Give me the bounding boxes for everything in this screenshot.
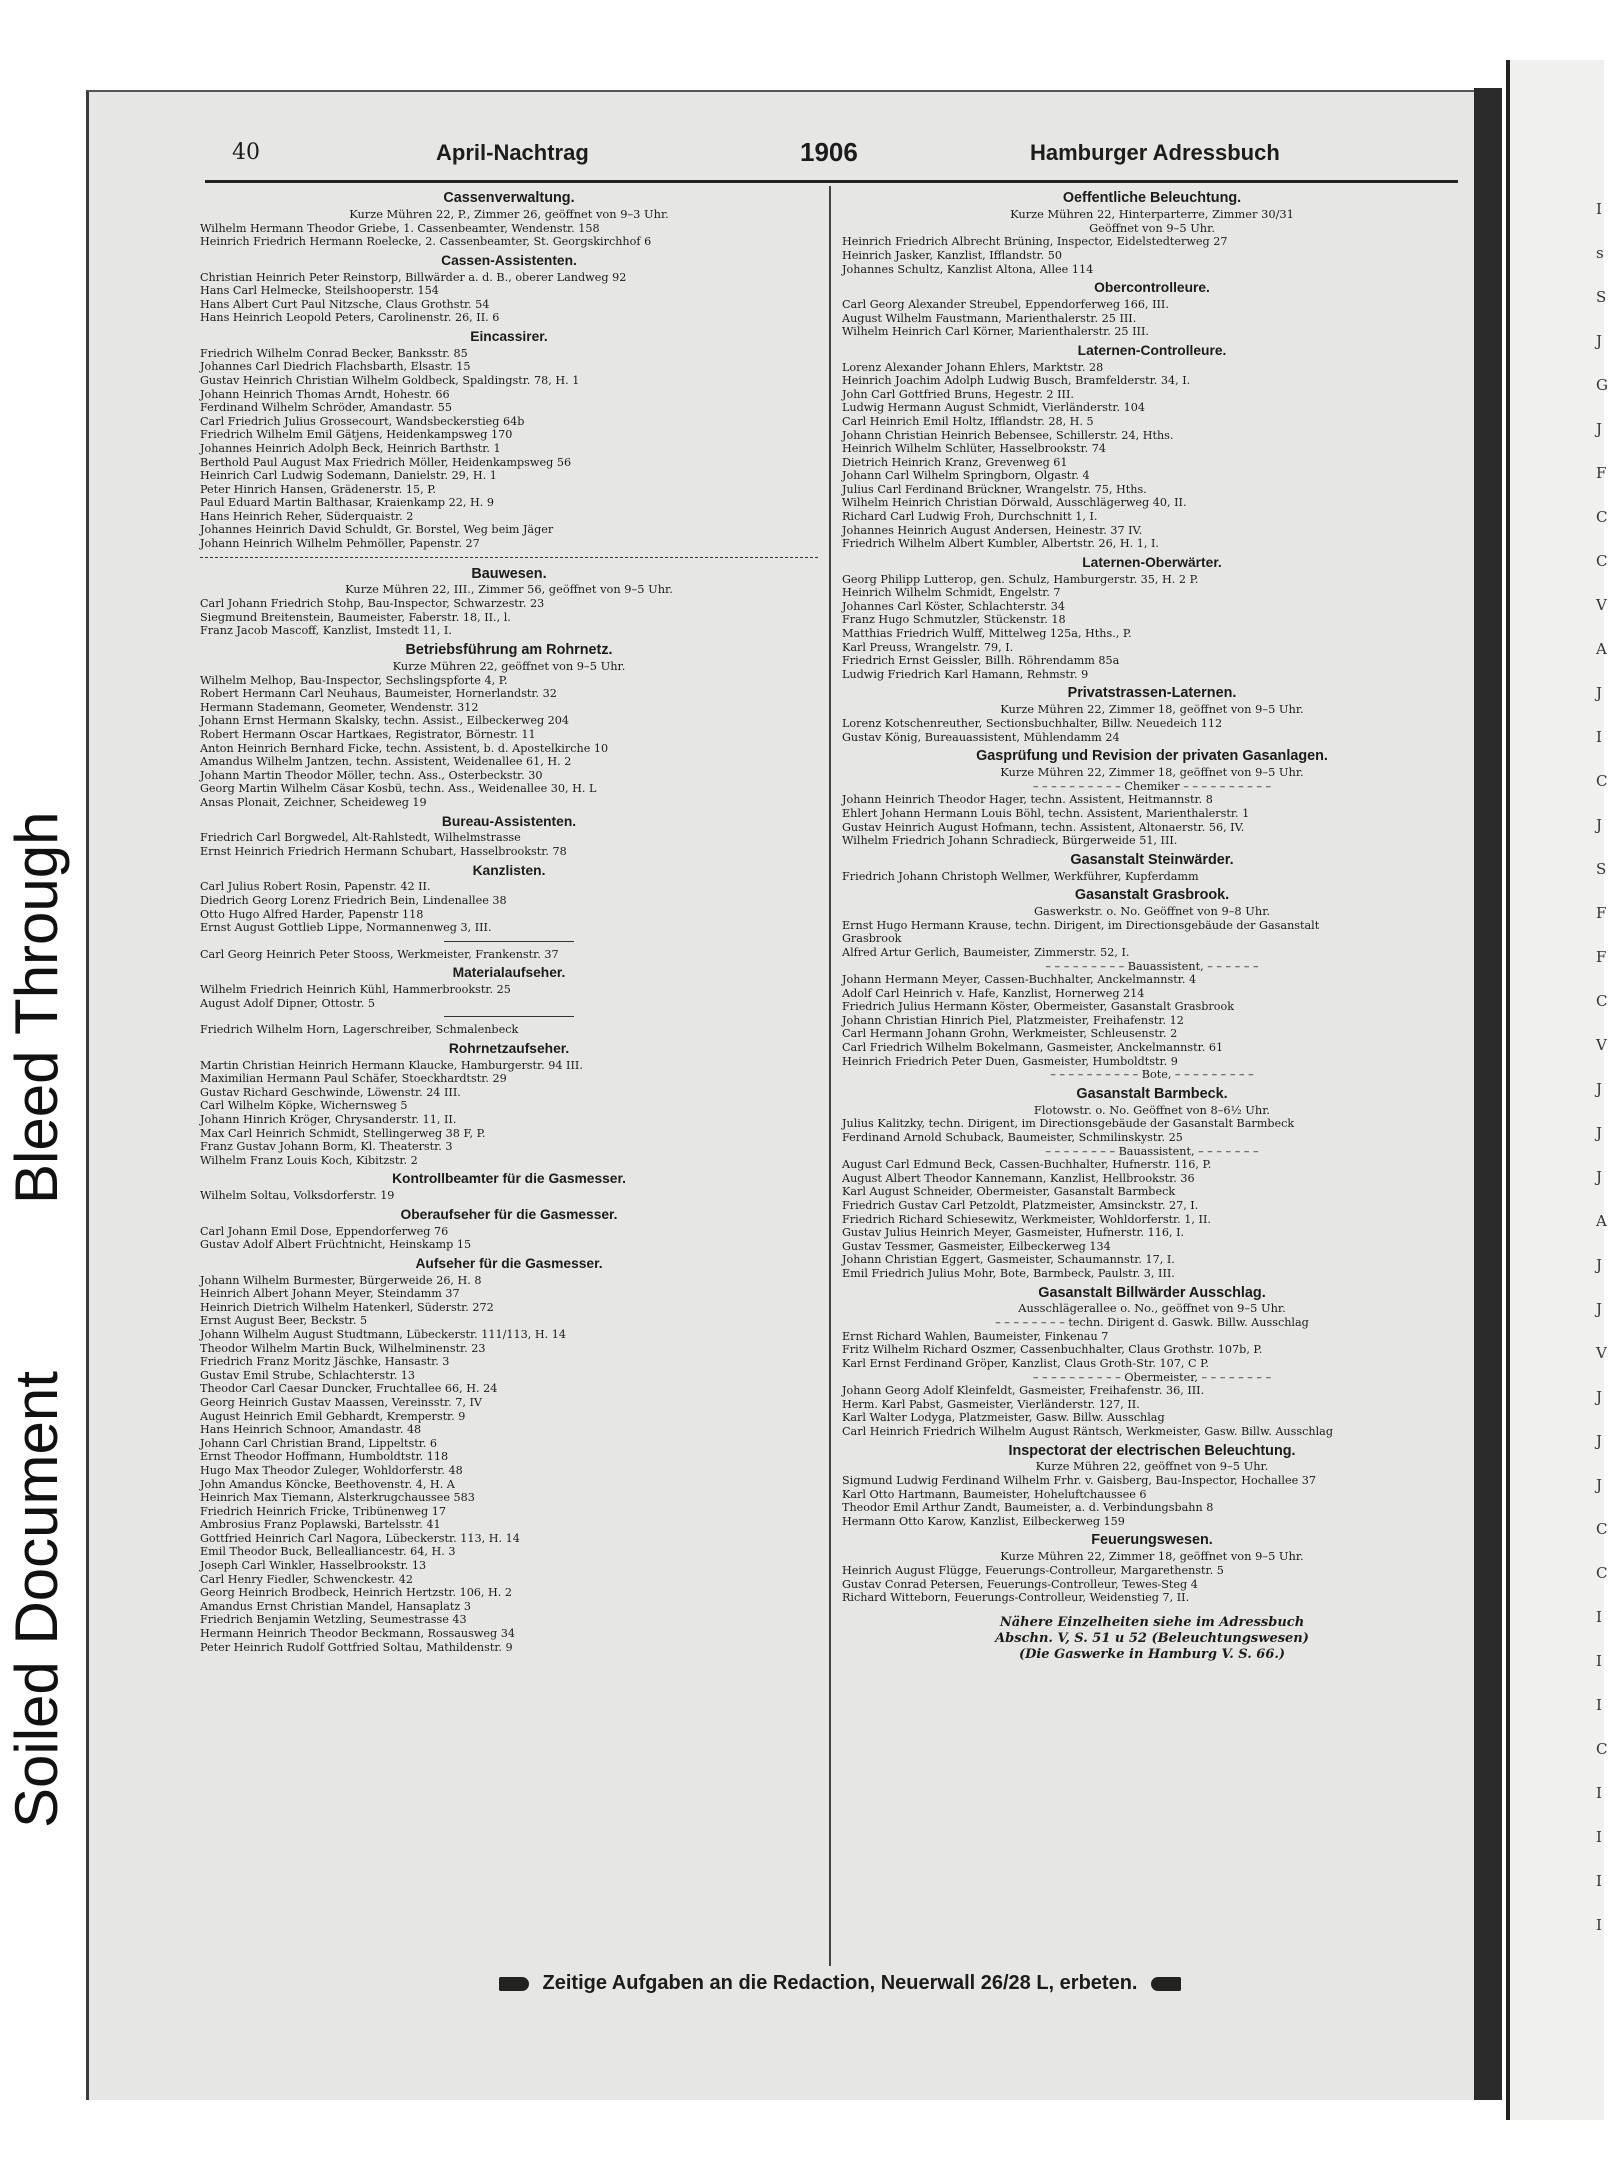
- section-note: Kurze Mühren 22, Zimmer 18, geöffnet von 9–5 Uhr.: [1000, 764, 1304, 779]
- entry-row: John Carl Gottfried Bruns, Hegestr. 2 III.: [842, 387, 1074, 401]
- sub-heading: – – – – – – – – – – Bote, – – – – – – – – –: [1050, 1068, 1254, 1082]
- directory-section: [200, 814, 818, 859]
- section-heading: Inspectorat der electrischen Beleuchtung.: [1008, 1442, 1296, 1459]
- entry-row: Franz Hugo Schmutzler, Stückenstr. 18: [842, 613, 1066, 627]
- directory-section: [842, 852, 1462, 883]
- entry-row: Gustav Richard Geschwinde, Löwenstr. 24 III.: [200, 1085, 461, 1099]
- entry-row: Carl Johann Emil Dose, Eppendorferweg 76: [200, 1224, 449, 1238]
- directory-section: [200, 253, 818, 325]
- section-heading: Kanzlisten.: [472, 862, 546, 878]
- directory-section: [200, 948, 818, 962]
- entry-row: Johann Heinrich Thomas Arndt, Hohestr. 66: [200, 387, 450, 401]
- adjacent-page-letter: G: [1596, 376, 1608, 394]
- directory-section: [200, 190, 818, 249]
- adjacent-page-letter: J: [1596, 1168, 1603, 1186]
- entry-row: Julius Kalitzky, techn. Dirigent, im Directionsgebäude der Gasanstalt Barmbeck: [842, 1117, 1295, 1131]
- entry-row: Emil Theodor Buck, Bellealliancestr. 64, H. 3: [200, 1545, 456, 1559]
- entry-row: Friedrich Ernst Geissler, Billh. Röhrendamm 85a: [842, 654, 1120, 668]
- entry-row: Gustav Adolf Albert Früchtnicht, Heinskamp 15: [200, 1238, 472, 1252]
- entry-row: Hermann Stademann, Geometer, Wendenstr. 312: [200, 700, 479, 714]
- entry-row: Anton Heinrich Bernhard Ficke, techn. Assistent, b. d. Apostelkirche 10: [200, 741, 609, 755]
- adjacent-page-letter: I: [1596, 1608, 1602, 1626]
- entry-row: Lorenz Alexander Johann Ehlers, Marktstr. 28: [842, 360, 1104, 374]
- entry-row: Joseph Carl Winkler, Hasselbrookstr. 13: [200, 1559, 427, 1573]
- entry-row: August Heinrich Emil Gebhardt, Kremperstr. 9: [200, 1409, 466, 1423]
- entry-row: Heinrich Friedrich Peter Duen, Gasmeister, Humboldtstr. 9: [842, 1054, 1178, 1068]
- section-note: Kurze Mühren 22, Zimmer 18, geöffnet von 9–5 Uhr.: [1000, 702, 1304, 717]
- entry-row: Hans Heinrich Reher, Süderquaistr. 2: [200, 509, 414, 523]
- entry-row: Ernst Richard Wahlen, Baumeister, Finkenau 7: [842, 1329, 1109, 1343]
- section-heading: Betriebsführung am Rohrnetz.: [405, 642, 613, 659]
- entry-row: Ansas Plonait, Zeichner, Scheideweg 19: [200, 795, 427, 809]
- entry-row: Matthias Friedrich Wulff, Mittelweg 125a, Hths., P.: [842, 627, 1132, 641]
- entry-row: Heinrich Wilhelm Schmidt, Engelstr. 7: [842, 586, 1061, 600]
- section-heading: Materialaufseher.: [452, 965, 566, 981]
- entry-row: Ferdinand Arnold Schuback, Baumeister, Schmilinskystr. 25: [842, 1131, 1183, 1145]
- adjacent-page-letter: J: [1596, 1256, 1603, 1274]
- entry-row: Johann Christian Eggert, Gasmeister, Schaumannstr. 17, I.: [842, 1253, 1175, 1267]
- directory-section: [842, 1285, 1462, 1439]
- entry-row: Franz Gustav Johann Borm, Kl. Theaterstr. 3: [200, 1140, 453, 1154]
- entry-row: Wilhelm Soltau, Volksdorferstr. 19: [200, 1189, 395, 1203]
- entry-row: Wilhelm Friedrich Heinrich Kühl, Hammerbrookstr. 25: [200, 983, 511, 997]
- section-heading: Oberaufseher für die Gasmesser.: [400, 1206, 618, 1222]
- adjacent-page-letter: V: [1596, 596, 1607, 614]
- entry-row: Wilhelm Franz Louis Koch, Kibitzstr. 2: [200, 1153, 418, 1167]
- directory-section: [200, 863, 818, 942]
- entry-row: Martin Christian Heinrich Hermann Klaucke, Hamburgerstr. 94 III.: [200, 1058, 583, 1072]
- entry-row: Maximilian Hermann Paul Schäfer, Stoeckhardtstr. 29: [200, 1072, 507, 1086]
- entry-row: Georg Heinrich Brodbeck, Heinrich Hertzstr. 106, H. 2: [200, 1586, 513, 1600]
- footnote-line: Nähere Einzelheiten siehe im Adressbuch: [999, 1614, 1305, 1630]
- entry-row: Johannes Heinrich Adolph Beck, Heinrich Barthstr. 1: [200, 441, 501, 455]
- entry-row: Robert Hermann Oscar Hartkaes, Registrator, Börnestr. 11: [200, 728, 536, 741]
- pointing-hand-left-icon: [1151, 1977, 1181, 1991]
- adjacent-page-letter: S: [1596, 288, 1607, 306]
- entry-row: Julius Carl Ferdinand Brückner, Wrangelstr. 75, Hths.: [842, 482, 1147, 496]
- entry-row: Johann Christian Heinrich Bebensee, Schillerstr. 24, Hths.: [842, 428, 1174, 442]
- section-note: Kurze Mühren 22, Hinterparterre, Zimmer 30/31 Geöffnet von 9–5 Uhr.: [1010, 206, 1294, 235]
- section-note: Kurze Mühren 22, geöffnet von 9–5 Uhr.: [392, 658, 626, 673]
- entry-row: Friedrich Benjamin Wetzling, Seumestrasse 43: [200, 1613, 467, 1627]
- entry-row: Johann Hinrich Kröger, Chrysanderstr. 11, II.: [200, 1113, 457, 1127]
- adjacent-page-fragment: [1506, 60, 1608, 2120]
- page-number: 40: [232, 140, 260, 165]
- entry-row: Carl Heinrich Emil Holtz, Ifflandstr. 28, H. 5: [842, 414, 1094, 428]
- entry-row: Friedrich Julius Hermann Köster, Obermeister, Gasanstalt Grasbrook: [842, 1000, 1235, 1014]
- directory-section: [842, 685, 1462, 744]
- entry-row: Friedrich Wilhelm Emil Gätjens, Heidenkampsweg 170: [200, 428, 513, 442]
- directory-section: [842, 343, 1462, 551]
- section-note: Kurze Mühren 22, P., Zimmer 26, geöffnet von 9–3 Uhr.: [349, 206, 669, 221]
- adjacent-page-letter: S: [1596, 860, 1607, 878]
- entry-row: Heinrich Friedrich Albrecht Brüning, Inspector, Eidelstedterweg 27: [842, 235, 1228, 249]
- bleed-through-label: Bleed Through: [3, 811, 70, 1204]
- adjacent-page-letter: I: [1596, 728, 1602, 746]
- entry-row: Ernst Theodor Hoffmann, Humboldtstr. 118: [200, 1450, 449, 1464]
- sub-heading: – – – – – – – – – – Obermeister, – – – – – – – –: [1032, 1370, 1272, 1384]
- entry-row: Hans Heinrich Leopold Peters, Carolinenstr. 26, II. 6: [200, 311, 500, 325]
- page-header: [200, 137, 1460, 178]
- directory-section: [842, 887, 1462, 1082]
- entry-row: Gustav Tessmer, Gasmeister, Eilbeckerweg 134: [842, 1239, 1111, 1253]
- entry-row: Friedrich Wilhelm Horn, Lagerschreiber, Schmalenbeck: [200, 1023, 519, 1037]
- entry-row: Carl Henry Fiedler, Schwenckestr. 42: [200, 1572, 413, 1586]
- entry-row: Richard Carl Ludwig Froh, Durchschnitt 1, I.: [842, 510, 1098, 524]
- entry-row: Hans Carl Helmecke, Steilshooperstr. 154: [200, 284, 439, 298]
- entry-row: Johannes Schultz, Kanzlist Altona, Allee 114: [842, 262, 1094, 276]
- right-column: [842, 186, 1462, 1663]
- adjacent-page-letter: J: [1596, 1388, 1603, 1406]
- adjacent-page-letter: C: [1596, 992, 1608, 1010]
- entry-row: Karl Ernst Ferdinand Gröper, Kanzlist, Claus Groth-Str. 107, C P.: [842, 1356, 1209, 1370]
- soiled-document-label: Soiled Document: [3, 1371, 70, 1828]
- footer-text: Zeitige Aufgaben an die Redaction, Neuerwall 26/28 L, erbeten.: [542, 1972, 1138, 1994]
- directory-section: [200, 1207, 818, 1252]
- entry-row: Heinrich Carl Ludwig Sodemann, Danielstr. 29, H. 1: [200, 469, 497, 483]
- entry-row: Wilhelm Heinrich Christian Dörwald, Ausschlägerweg 40, II.: [842, 496, 1187, 510]
- adjacent-page-letter: J: [1596, 420, 1603, 438]
- entry-row: Ludwig Friedrich Karl Hamann, Rehmstr. 9: [842, 667, 1089, 681]
- section-heading: Rohrnetzaufseher.: [448, 1040, 570, 1056]
- entry-row: Heinrich Dietrich Wilhelm Hatenkerl, Süderstr. 272: [200, 1300, 494, 1314]
- entry-row: Johann Martin Theodor Möller, techn. Ass., Osterbeckstr. 30: [200, 768, 543, 782]
- entry-row: Carl Friedrich Julius Grossecourt, Wandsbeckerstieg 64b: [200, 414, 525, 428]
- adjacent-page-letter: J: [1596, 1080, 1603, 1098]
- section-note: Kurze Mühren 22, III., Zimmer 56, geöffnet von 9–5 Uhr.: [345, 582, 673, 597]
- dashed-separator: [200, 557, 818, 558]
- directory-section: [842, 1532, 1462, 1604]
- section-heading: Privatstrassen-Laternen.: [1067, 685, 1237, 702]
- pointing-hand-right-icon: [499, 1977, 529, 1991]
- section-note: Kurze Mühren 22, geöffnet von 9–5 Uhr.: [1035, 1459, 1269, 1474]
- directory-section: [842, 555, 1462, 682]
- adjacent-page-letter: A: [1596, 640, 1607, 658]
- entry-row: Carl Johann Friedrich Stohp, Bau-Inspector, Schwarzestr. 23: [200, 597, 545, 611]
- section-note: Flotowstr. o. No. Geöffnet von 8–6½ Uhr.: [1033, 1102, 1271, 1117]
- entry-row: Ferdinand Wilhelm Schröder, Amandastr. 55: [200, 401, 453, 415]
- entry-row: Ernst Heinrich Friedrich Hermann Schubart, Hasselbrookstr. 78: [200, 844, 567, 858]
- entry-row: John Amandus Köncke, Beethovenstr. 4, H. A: [200, 1477, 455, 1491]
- entry-row: Peter Hinrich Hansen, Grädenerstr. 15, P.: [200, 482, 437, 496]
- entry-row: August Wilhelm Faustmann, Marienthalerstr. 25 III.: [842, 311, 1137, 325]
- entry-row: August Carl Edmund Beck, Cassen-Buchhalter, Hufnerstr. 116, P.: [842, 1158, 1212, 1172]
- left-column: [200, 186, 818, 1654]
- entry-row: Gustav Conrad Petersen, Feuerungs-Controlleur, Tewes-Steg 4: [842, 1577, 1198, 1591]
- section-heading: Laternen-Controlleure.: [1077, 342, 1227, 358]
- entry-row: Franz Jacob Mascoff, Kanzlist, Imstedt 11, I.: [200, 624, 452, 638]
- directory-section: [842, 1443, 1462, 1529]
- footnote-line: Abschn. V, S. 51 u 52 (Beleuchtungswesen): [995, 1630, 1309, 1646]
- directory-section: [200, 965, 818, 1017]
- adjacent-page-letter: J: [1596, 1432, 1603, 1450]
- short-rule: [444, 1016, 574, 1017]
- entry-row: Johann Heinrich Wilhelm Pehmöller, Papenstr. 27: [200, 537, 480, 551]
- section-note: Gaswerkstr. o. No. Geöffnet von 9–8 Uhr.: [1033, 903, 1271, 918]
- section-heading: Bureau-Assistenten.: [441, 813, 577, 829]
- adjacent-page-letter: C: [1596, 1564, 1608, 1582]
- adjacent-page-letter: F: [1596, 904, 1607, 922]
- entry-row: Max Carl Heinrich Schmidt, Stellingerweg 38 F, P.: [200, 1126, 486, 1140]
- entry-row: Karl Otto Hartmann, Baumeister, Hoheluftchaussee 6: [842, 1487, 1147, 1501]
- entry-row: Otto Hugo Alfred Harder, Papenstr 118: [200, 907, 424, 921]
- adjacent-page-letter: C: [1596, 1740, 1608, 1758]
- entry-row: Johann Georg Adolf Kleinfeldt, Gasmeister, Freihafenstr. 36, III.: [842, 1384, 1205, 1398]
- entry-row: Friedrich Gustav Carl Petzoldt, Platzmeister, Amsinckstr. 27, I.: [842, 1199, 1199, 1213]
- section-heading: Gasprüfung und Revision der privaten Gasanlagen.: [976, 748, 1328, 765]
- section-note: Kurze Mühren 22, Zimmer 18, geöffnet von 9–5 Uhr.: [1000, 1549, 1304, 1564]
- adjacent-page-letter: J: [1596, 1300, 1603, 1318]
- short-rule: [444, 941, 574, 942]
- entry-row: Heinrich Jasker, Kanzlist, Ifflandstr. 50: [842, 248, 1062, 262]
- entry-row: Herm. Karl Pabst, Gasmeister, Vierländerstr. 127, II.: [842, 1397, 1140, 1411]
- section-heading: Cassen-Assistenten.: [441, 252, 577, 268]
- directory-section: [842, 1086, 1462, 1281]
- entry-row: Carl Wilhelm Köpke, Wichernsweg 5: [200, 1099, 408, 1113]
- entry-row: Gustav Emil Strube, Schlachterstr. 13: [200, 1368, 416, 1382]
- entry-row: Heinrich Wilhelm Schlüter, Hasselbrookstr. 74: [842, 442, 1106, 456]
- column-divider: [829, 186, 831, 1966]
- entry-row: Karl Walter Lodyga, Platzmeister, Gasw. Billw. Ausschlag: [842, 1411, 1165, 1425]
- entry-row: Friedrich Richard Schiesewitz, Werkmeister, Wohldorferstr. 1, II.: [842, 1212, 1211, 1226]
- entry-row: Carl Georg Alexander Streubel, Eppendorferweg 166, III.: [842, 297, 1169, 311]
- entry-row: Lorenz Kotschenreuther, Sectionsbuchhalter, Billw. Neuedeich 112: [842, 717, 1223, 730]
- entry-row: August Albert Theodor Kannemann, Kanzlist, Hellbrookstr. 36: [842, 1171, 1195, 1185]
- adjacent-page-letter: F: [1596, 948, 1607, 966]
- page-edge-shadow: [1474, 88, 1502, 2100]
- entry-row: Friedrich Franz Moritz Jäschke, Hansastr. 3: [200, 1355, 450, 1369]
- entry-row: Friedrich Johann Christoph Wellmer, Werkführer, Kupferdamm: [842, 869, 1199, 883]
- entry-row: August Adolf Dipner, Ottostr. 5: [200, 996, 375, 1010]
- entry-row: Diedrich Georg Lorenz Friedrich Bein, Lindenallee 38: [200, 893, 507, 907]
- entry-row: Johann Heinrich Theodor Hager, techn. Assistent, Heitmannstr. 8: [842, 793, 1213, 807]
- directory-section: [200, 642, 818, 810]
- section-heading: Cassenverwaltung.: [443, 190, 575, 206]
- entry-row: Adolf Carl Heinrich v. Hafe, Kanzlist, Hornerweg 214: [842, 986, 1145, 1000]
- entry-row: Paul Eduard Martin Balthasar, Kraienkamp 22, H. 9: [200, 496, 494, 510]
- entry-row: Ernst August Beer, Beckstr. 5: [200, 1314, 368, 1328]
- adjacent-page-letter: A: [1596, 1212, 1607, 1230]
- adjacent-page-letter: F: [1596, 464, 1607, 482]
- entry-row: Theodor Wilhelm Martin Buck, Wilhelminenstr. 23: [200, 1341, 486, 1355]
- section-heading: Gasanstalt Barmbeck.: [1076, 1085, 1228, 1102]
- entry-row: Gustav Heinrich Christian Wilhelm Goldbeck, Spaldingstr. 78, H. 1: [200, 373, 580, 387]
- entry-row: Johannes Heinrich August Andersen, Heinestr. 37 IV.: [842, 523, 1143, 537]
- footnote-line: (Die Gaswerke in Hamburg V. S. 66.): [1018, 1646, 1286, 1662]
- directory-section: [200, 329, 818, 558]
- entry-row: Johann Wilhelm Burmester, Bürgerweide 26, H. 8: [200, 1273, 482, 1287]
- entry-row: Wilhelm Melhop, Bau-Inspector, Sechslingspforte 4, P.: [200, 673, 508, 687]
- reference-footnote: [842, 1615, 1462, 1663]
- entry-row: Johannes Carl Diedrich Flachsbarth, Elsastr. 15: [200, 360, 471, 374]
- entry-row: Ernst August Gottlieb Lippe, Normannenweg 3, III.: [200, 921, 492, 935]
- entry-row: Grasbrook: [842, 932, 902, 946]
- section-heading: Bauwesen.: [471, 565, 547, 582]
- entry-row: Heinrich Max Tiemann, Alsterkrugchaussee 583: [200, 1491, 475, 1505]
- entry-row: Johannes Heinrich David Schuldt, Gr. Borstel, Weg beim Jäger: [200, 523, 554, 537]
- section-heading: Gasanstalt Grasbrook.: [1074, 887, 1230, 904]
- entry-row: Georg Martin Wilhelm Cäsar Kosbü, techn. Ass., Weidenallee 30, H. L: [200, 782, 597, 796]
- entry-row: Hermann Heinrich Theodor Beckmann, Rossausweg 34: [200, 1627, 516, 1641]
- directory-section: [200, 1171, 818, 1202]
- entry-row: Friedrich Carl Borgwedel, Alt-Rahlstedt, Wilhelmstrasse: [200, 831, 521, 845]
- adjacent-page-letter: I: [1596, 1872, 1602, 1890]
- entry-row: Amandus Ernst Christian Mandel, Hansaplatz 3: [200, 1599, 471, 1613]
- entry-row: Karl August Schneider, Obermeister, Gasanstalt Barmbeck: [842, 1185, 1176, 1199]
- entry-row: Peter Heinrich Rudolf Gottfried Soltau, Mathildenstr. 9: [200, 1640, 513, 1654]
- entry-row: Ehlert Johann Hermann Louis Böhl, techn. Assistent, Marienthalerstr. 1: [842, 806, 1250, 820]
- year: 1906: [800, 137, 858, 167]
- entry-row: Georg Heinrich Gustav Maassen, Vereinsstr. 7, IV: [200, 1395, 482, 1409]
- entry-row: Wilhelm Friedrich Johann Schradieck, Bürgerweide 51, III.: [842, 834, 1178, 848]
- entry-row: Johann Carl Christian Brand, Lippeltstr. 6: [200, 1436, 438, 1450]
- entry-row: Gustav Julius Heinrich Meyer, Gasmeister, Hufnerstr. 116, I.: [842, 1226, 1185, 1240]
- entry-row: Heinrich August Flügge, Feuerungs-Controlleur, Margarethenstr. 5: [842, 1564, 1224, 1578]
- sub-heading: – – – – – – – – techn. Dirigent d. Gaswk. Billw. Ausschlag: [995, 1316, 1309, 1330]
- entry-row: Theodor Emil Arthur Zandt, Baumeister, a. d. Verbindungsbahn 8: [842, 1501, 1214, 1515]
- section-heading: Feuerungswesen.: [1091, 1532, 1213, 1549]
- section-heading: Obercontrolleure.: [1094, 280, 1210, 296]
- entry-row: Carl Hermann Johann Grohn, Werkmeister, Schleusenstr. 2: [842, 1027, 1178, 1041]
- entry-row: Karl Preuss, Wrangelstr. 79, I.: [842, 640, 1014, 654]
- adjacent-page-letter: C: [1596, 552, 1608, 570]
- section-heading: Kontrollbeamter für die Gasmesser.: [392, 1171, 626, 1187]
- adjacent-page-letter: I: [1596, 1696, 1602, 1714]
- entry-row: Emil Friedrich Julius Mohr, Bote, Barmbeck, Paulstr. 3, III.: [842, 1266, 1175, 1280]
- sub-heading: – – – – – – – – Bauassistent, – – – – – – –: [1045, 1144, 1259, 1158]
- entry-row: Johann Ernst Hermann Skalsky, techn. Assist., Eilbeckerweg 204: [200, 714, 570, 728]
- adjacent-page-letter: I: [1596, 1828, 1602, 1846]
- entry-row: Ludwig Hermann August Schmidt, Vierländerstr. 104: [842, 401, 1146, 415]
- entry-row: Hermann Otto Karow, Kanzlist, Eilbeckerweg 159: [842, 1514, 1125, 1528]
- section-heading: Laternen-Oberwärter.: [1082, 554, 1222, 570]
- header-rule: [205, 180, 1458, 183]
- adjacent-page-letter: C: [1596, 1520, 1608, 1538]
- section-heading: Aufseher für die Gasmesser.: [415, 1255, 603, 1271]
- entry-row: Amandus Wilhelm Jantzen, techn. Assistent, Weidenallee 61, H. 2: [200, 755, 572, 769]
- entry-row: Johannes Carl Köster, Schlachterstr. 34: [842, 599, 1066, 613]
- entry-row: Robert Hermann Carl Neuhaus, Baumeister, Hornerlandstr. 32: [200, 687, 557, 701]
- entry-row: Hans Heinrich Schnoor, Amandastr. 48: [200, 1423, 422, 1437]
- sub-heading: – – – – – – – – – Bauassistent, – – – – – –: [1045, 959, 1259, 973]
- adjacent-page-letter: J: [1596, 332, 1603, 350]
- entry-row: Siegmund Breitenstein, Baumeister, Faberstr. 18, II., l.: [200, 610, 511, 624]
- adjacent-page-letter: C: [1596, 508, 1608, 526]
- entry-row: Christian Heinrich Peter Reinstorp, Billwärder a. d. B., oberer Landweg 92: [200, 270, 627, 284]
- adjacent-page-letter: s: [1596, 244, 1604, 262]
- adjacent-page-letter: V: [1596, 1344, 1607, 1362]
- entry-row: Johann Wilhelm August Studtmann, Lübeckerstr. 111/113, H. 14: [200, 1327, 566, 1341]
- directory-section: [842, 748, 1462, 848]
- directory-section: [842, 280, 1462, 339]
- section-heading: Gasanstalt Steinwärder.: [1070, 851, 1234, 868]
- section-title: April-Nachtrag: [436, 140, 589, 165]
- entry-row: Friedrich Heinrich Fricke, Tribünenweg 17: [200, 1504, 446, 1518]
- entry-row: Carl Georg Heinrich Peter Stooss, Werkmeister, Frankenstr. 37: [200, 947, 559, 961]
- entry-row: Heinrich Joachim Adolph Ludwig Busch, Bramfelderstr. 34, I.: [842, 374, 1191, 388]
- section-heading: Eincassirer.: [470, 328, 548, 344]
- directory-section: [200, 566, 818, 638]
- adjacent-page-letter: J: [1596, 1124, 1603, 1142]
- entry-row: Heinrich Albert Johann Meyer, Steindamm 37: [200, 1287, 460, 1301]
- directory-section: [200, 1256, 818, 1654]
- adjacent-page-letter: C: [1596, 772, 1608, 790]
- entry-row: Wilhelm Hermann Theodor Griebe, 1. Cassenbeamter, Wendenstr. 158: [200, 221, 600, 235]
- entry-row: Carl Julius Robert Rosin, Papenstr. 42 II.: [200, 880, 431, 894]
- sub-heading: – – – – – – – – – – Chemiker – – – – – – – – – –: [1032, 779, 1272, 793]
- footer-notice: [410, 1972, 1270, 1995]
- adjacent-page-letter: I: [1596, 200, 1602, 218]
- entry-row: Carl Friedrich Wilhelm Bokelmann, Gasmeister, Anckelmannstr. 61: [842, 1041, 1224, 1055]
- entry-row: Heinrich Friedrich Hermann Roelecke, 2. Cassenbeamter, St. Georgskirchhof 6: [200, 235, 652, 249]
- entry-row: Ernst Hugo Hermann Krause, techn. Dirigent, im Directionsgebäude der Gasanstalt: [842, 918, 1320, 932]
- adjacent-page-letter: I: [1596, 1916, 1602, 1934]
- section-heading: Gasanstalt Billwärder Ausschlag.: [1038, 1284, 1266, 1301]
- entry-row: Wilhelm Heinrich Carl Körner, Marienthalerstr. 25 III.: [842, 325, 1149, 339]
- adjacent-page-letter: J: [1596, 816, 1603, 834]
- entry-row: Friedrich Wilhelm Conrad Becker, Banksstr. 85: [200, 346, 468, 360]
- entry-row: Ambrosius Franz Poplawski, Bartelsstr. 41: [200, 1518, 441, 1532]
- entry-row: Georg Philipp Lutterop, gen. Schulz, Hamburgerstr. 35, H. 2 P.: [842, 572, 1199, 586]
- entry-row: Gustav König, Bureauassistent, Mühlendamm 24: [842, 730, 1120, 744]
- adjacent-page-letter: I: [1596, 1652, 1602, 1670]
- entry-row: Hans Albert Curt Paul Nitzsche, Claus Grothstr. 54: [200, 297, 490, 311]
- entry-row: Gustav Heinrich August Hofmann, techn. Assistent, Altonaerstr. 56, IV.: [842, 820, 1245, 834]
- book-title: Hamburger Adressbuch: [1030, 140, 1280, 165]
- adjacent-page-letter: V: [1596, 1036, 1607, 1054]
- entry-row: Alfred Artur Gerlich, Baumeister, Zimmerstr. 52, I.: [842, 945, 1130, 959]
- entry-row: Dietrich Heinrich Kranz, Grevenweg 61: [842, 455, 1068, 469]
- entry-row: Richard Witteborn, Feuerungs-Controlleur, Weidenstieg 7, II.: [842, 1591, 1190, 1605]
- entry-row: Johann Christian Hinrich Piel, Platzmeister, Freihafenstr. 12: [842, 1013, 1184, 1027]
- adjacent-page-letter: J: [1596, 1476, 1603, 1494]
- section-heading: Oeffentliche Beleuchtung.: [1062, 190, 1242, 206]
- adjacent-page-letter: J: [1596, 684, 1603, 702]
- adjacent-page-letter: I: [1596, 1784, 1602, 1802]
- entry-row: Fritz Wilhelm Richard Oszmer, Cassenbuchhalter, Claus Grothstr. 107b, P.: [842, 1343, 1263, 1357]
- entry-row: Friedrich Wilhelm Albert Kumbler, Albertstr. 26, H. 1, I.: [842, 537, 1159, 551]
- entry-row: Hugo Max Theodor Zuleger, Wohldorferstr. 48: [200, 1463, 463, 1477]
- directory-section: [842, 190, 1462, 276]
- entry-row: Berthold Paul August Max Friedrich Möller, Heidenkampsweg 56: [200, 455, 572, 469]
- directory-section: [200, 1023, 818, 1037]
- entry-row: Sigmund Ludwig Ferdinand Wilhelm Frhr. v. Gaisberg, Bau-Inspector, Hochallee 37: [842, 1474, 1317, 1488]
- section-note: Ausschlägerallee o. No., geöffnet von 9–5 Uhr.: [1018, 1301, 1286, 1316]
- directory-section: [200, 1041, 818, 1168]
- entry-row: Theodor Carl Caesar Duncker, Fruchtallee 66, H. 24: [200, 1382, 498, 1396]
- entry-row: Johann Hermann Meyer, Cassen-Buchhalter, Anckelmannstr. 4: [842, 973, 1197, 987]
- entry-row: Johann Carl Wilhelm Springborn, Olgastr. 4: [842, 469, 1090, 483]
- entry-row: Gottfried Heinrich Carl Nagora, Lübeckerstr. 113, H. 14: [200, 1531, 520, 1545]
- entry-row: Carl Heinrich Friedrich Wilhelm August Räntsch, Werkmeister, Gasw. Billw. Ausschlag: [842, 1424, 1333, 1438]
